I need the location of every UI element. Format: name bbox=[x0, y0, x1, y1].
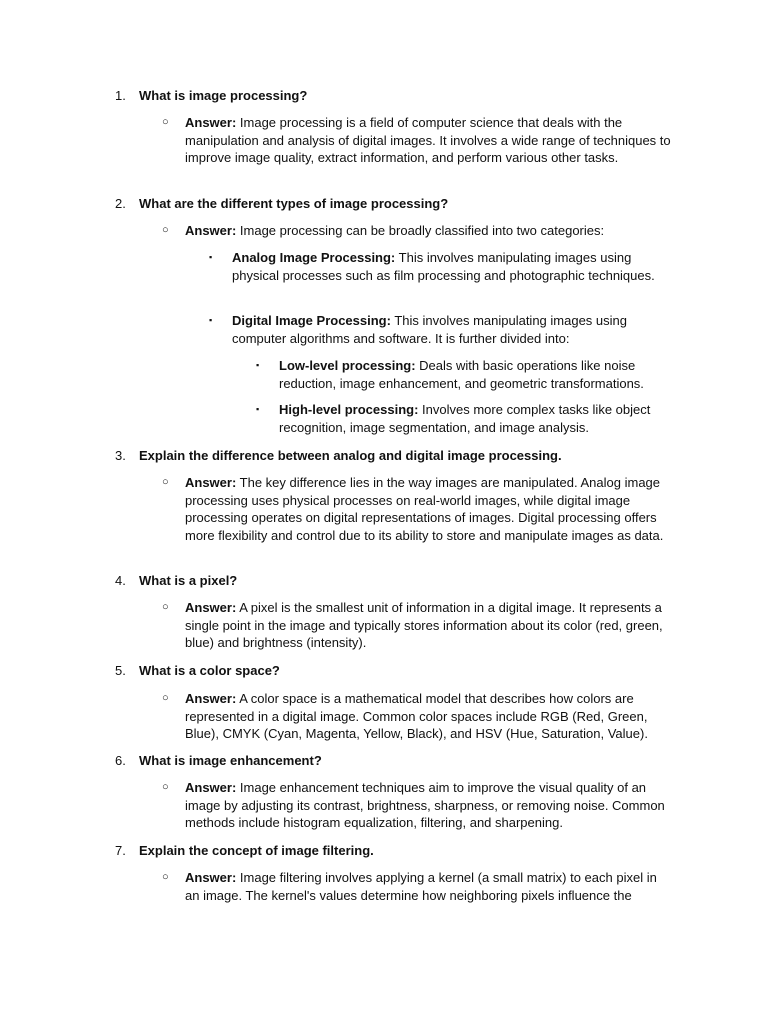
question-text: What is image processing? bbox=[139, 88, 308, 103]
hollow-circle-bullet-icon: ○ bbox=[162, 476, 169, 488]
question-number: 3. bbox=[115, 448, 126, 463]
question-number: 4. bbox=[115, 573, 126, 588]
answer-label: Answer: bbox=[185, 115, 237, 130]
question-6 bbox=[115, 752, 675, 770]
question-text: What is a color space? bbox=[139, 663, 280, 678]
answer-text: Image processing is a field of computer science that deals with the manipulation and analysis of digital images. It involves a wide range of techniques to improve image quality, extract information, and perform various other tasks. bbox=[185, 115, 671, 166]
square-bullet-icon: ▪ bbox=[256, 360, 260, 370]
answer-5 bbox=[162, 690, 673, 743]
answer-1 bbox=[162, 114, 673, 167]
item-label: High-level processing: bbox=[279, 402, 419, 417]
hollow-circle-bullet-icon: ○ bbox=[162, 601, 169, 613]
question-text: What is a pixel? bbox=[139, 573, 238, 588]
item-text: This involves manipulating images using physical processes such as film processing and photographic techniques. bbox=[232, 250, 655, 283]
answer-7 bbox=[162, 869, 673, 904]
answer-2 bbox=[162, 222, 673, 240]
answer-label: Answer: bbox=[185, 691, 237, 706]
question-7 bbox=[115, 842, 675, 860]
question-4 bbox=[115, 572, 675, 590]
item-label: Analog Image Processing: bbox=[232, 250, 396, 265]
question-number: 7. bbox=[115, 843, 126, 858]
answer-label: Answer: bbox=[185, 475, 237, 490]
hollow-circle-bullet-icon: ○ bbox=[162, 871, 169, 883]
hollow-circle-bullet-icon: ○ bbox=[162, 781, 169, 793]
question-text: What are the different types of image processing? bbox=[139, 196, 449, 211]
list-item-high-level-processing bbox=[256, 401, 679, 436]
item-label: Digital Image Processing: bbox=[232, 313, 391, 328]
question-text: Explain the concept of image filtering. bbox=[139, 843, 374, 858]
answer-text: Image enhancement techniques aim to improve the visual quality of an image by adjusting its contrast, brightness, sharpness, or removing noise. Common methods include histogram equalization, filtering, and sharpening. bbox=[185, 780, 665, 831]
list-item-analog-image-processing bbox=[209, 249, 672, 284]
answer-text: Image processing can be broadly classified into two categories: bbox=[236, 223, 605, 238]
hollow-circle-bullet-icon: ○ bbox=[162, 116, 169, 128]
answer-text: Image filtering involves applying a kernel (a small matrix) to each pixel in an image. The kernel's values determine how neighboring pixels influence the bbox=[185, 870, 657, 903]
hollow-circle-bullet-icon: ○ bbox=[162, 224, 169, 236]
question-2 bbox=[115, 195, 675, 213]
question-number: 2. bbox=[115, 196, 126, 211]
list-item-low-level-processing bbox=[256, 357, 679, 392]
item-text: Involves more complex tasks like object recognition, image segmentation, and image analysis. bbox=[279, 402, 651, 435]
answer-label: Answer: bbox=[185, 870, 237, 885]
answer-label: Answer: bbox=[185, 600, 237, 615]
answer-text: A pixel is the smallest unit of information in a digital image. It represents a single point in the image and typically stores information about its color (red, green, blue) and brightness (intensity). bbox=[185, 600, 663, 651]
question-5 bbox=[115, 662, 675, 680]
item-label: Low-level processing: bbox=[279, 358, 416, 373]
question-number: 1. bbox=[115, 88, 126, 103]
answer-text: The key difference lies in the way images are manipulated. Analog image processing uses physical processes on real-world images, while digital image processing operates on digital representations of images. Digital processing offers more flexibility and control due to its ability to store and manipulate images as data. bbox=[185, 475, 664, 543]
answer-6 bbox=[162, 779, 673, 832]
hollow-circle-bullet-icon: ○ bbox=[162, 692, 169, 704]
question-3 bbox=[115, 447, 675, 465]
answer-3 bbox=[162, 474, 673, 544]
square-bullet-icon: ▪ bbox=[209, 252, 213, 262]
list-item-digital-image-processing bbox=[209, 312, 672, 347]
question-number: 5. bbox=[115, 663, 126, 678]
square-bullet-icon: ▪ bbox=[209, 315, 213, 325]
question-text: What is image enhancement? bbox=[139, 753, 322, 768]
item-text: This involves manipulating images using computer algorithms and software. It is further divided into: bbox=[232, 313, 627, 346]
question-text: Explain the difference between analog and digital image processing. bbox=[139, 448, 562, 463]
square-bullet-icon: ▪ bbox=[256, 404, 260, 414]
question-1 bbox=[115, 87, 675, 105]
question-number: 6. bbox=[115, 753, 126, 768]
answer-4 bbox=[162, 599, 673, 652]
item-text: Deals with basic operations like noise reduction, image enhancement, and geometric transformations. bbox=[279, 358, 644, 391]
answer-label: Answer: bbox=[185, 780, 237, 795]
answer-text: A color space is a mathematical model that describes how colors are represented in a digital image. Common color spaces include RGB (Red, Green, Blue), CMYK (Cyan, Magenta, Yellow, Black), and HSV (Hue, Saturation, Value). bbox=[185, 691, 648, 742]
answer-label: Answer: bbox=[185, 223, 237, 238]
